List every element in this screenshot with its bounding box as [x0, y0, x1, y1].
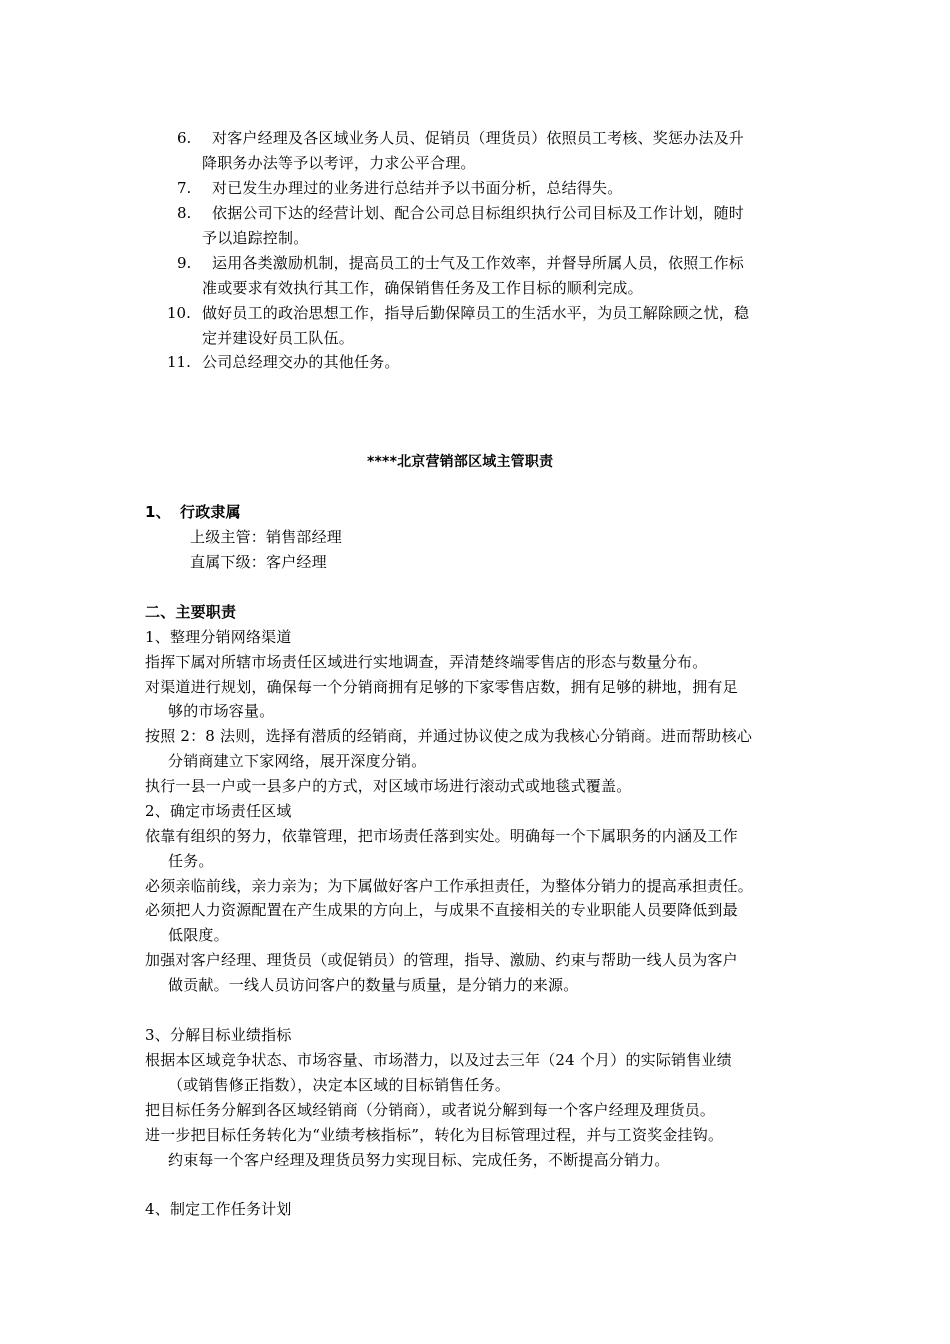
paragraph: 依靠有组织的努力，依靠管理，把市场责任落到实处。明确每一个下属职务的内涵及工作: [145, 827, 738, 845]
list-item-number: 8.: [177, 204, 192, 222]
section-heading: 行政隶属: [180, 503, 241, 521]
list-item-text: 依据公司下达的经营计划、配合公司总目标组织执行公司目标及工作计划，随时: [212, 204, 745, 222]
paragraph-continuation: 做贡献。一线人员访问客户的数量与质量，是分销力的来源。: [168, 976, 579, 994]
subsection-title: 4、制定工作任务计划: [145, 1200, 292, 1218]
list-item-number: 11.: [167, 353, 191, 371]
list-item-text: 公司总经理交办的其他任务。: [202, 353, 400, 371]
paragraph: 根据本区域竞争状态、市场容量、市场潜力，以及过去三年（24 个月）的实际销售业绩: [145, 1051, 732, 1069]
list-item-number: 10.: [167, 304, 191, 322]
document-title: ****北京营销部区域主管职责: [367, 454, 554, 470]
paragraph: 必须把人力资源配置在产生成果的方向上，与成果不直接相关的专业职能人员要降低到最: [145, 901, 738, 919]
paragraph: 执行一县一户或一县多户的方式，对区域市场进行滚动式或地毯式覆盖。: [145, 777, 632, 795]
list-item-text: 定并建设好员工队伍。: [202, 329, 355, 347]
list-item-number: 7.: [177, 179, 192, 197]
paragraph-continuation: 低限度。: [168, 926, 229, 944]
list-item-text: 运用各类激励机制，提高员工的士气及工作效率，并督导所属人员，依照工作标: [212, 254, 745, 272]
list-item-text: 做好员工的政治思想工作，指导后勤保障员工的生活水平，为员工解除顾之忧，稳: [202, 304, 750, 322]
paragraph-continuation: 任务。: [168, 852, 214, 870]
paragraph: 进一步把目标任务转化为“业绩考核指标”，转化为目标管理过程，并与工资奖金挂钩。: [145, 1126, 724, 1144]
paragraph: 指挥下属对所辖市场责任区域进行实地调查，弄清楚终端零售店的形态与数量分布。: [145, 653, 708, 671]
list-item-text: 降职务办法等予以考评，力求公平合理。: [202, 154, 476, 172]
list-item-text: 对已发生办理过的业务进行总结并予以书面分析，总结得失。: [212, 179, 623, 197]
paragraph-continuation: 分销商建立下家网络，展开深度分销。: [168, 752, 427, 770]
subsection-title: 3、分解目标业绩指标: [145, 1026, 292, 1044]
list-item-text: 对客户经理及各区域业务人员、促销员（理货员）依照员工考核、奖惩办法及升: [212, 129, 745, 147]
paragraph-continuation: 约束每一个客户经理及理货员努力实现目标、完成任务，不断提高分销力。: [168, 1151, 670, 1169]
paragraph: 把目标任务分解到各区域经销商（分销商），或者说分解到每一个客户经理及理货员。: [145, 1101, 716, 1119]
list-item-number: 9.: [177, 254, 192, 272]
paragraph: 对渠道进行规划，确保每一个分销商拥有足够的下家零售店数，拥有足够的耕地，拥有足: [145, 678, 738, 696]
section-heading: 二、主要职责: [145, 603, 237, 621]
superior-line: 上级主管：销售部经理: [190, 528, 343, 546]
section-number: 1、: [145, 503, 171, 521]
paragraph: 必须亲临前线，亲力亲为；为下属做好客户工作承担责任，为整体分销力的提高承担责任。: [145, 877, 754, 895]
paragraph-continuation: 够的市场容量。: [168, 702, 275, 720]
paragraph-continuation: （或销售修正指数），决定本区域的目标销售任务。: [168, 1076, 511, 1094]
paragraph: 按照 2：8 法则，选择有潜质的经销商，并通过协议使之成为我核心分销商。进而帮助核心: [145, 727, 753, 745]
list-item-number: 6.: [177, 129, 192, 147]
subsection-title: 1、整理分销网络渠道: [145, 628, 292, 646]
list-item-text: 予以追踪控制。: [202, 229, 309, 247]
paragraph: 加强对客户经理、理货员（或促销员）的管理，指导、激励、约束与帮助一线人员为客户: [145, 951, 738, 969]
list-item-text: 准或要求有效执行其工作，确保销售任务及工作目标的顺利完成。: [202, 279, 643, 297]
subsection-title: 2、确定市场责任区域: [145, 802, 292, 820]
subordinate-line: 直属下级：客户经理: [190, 553, 327, 571]
